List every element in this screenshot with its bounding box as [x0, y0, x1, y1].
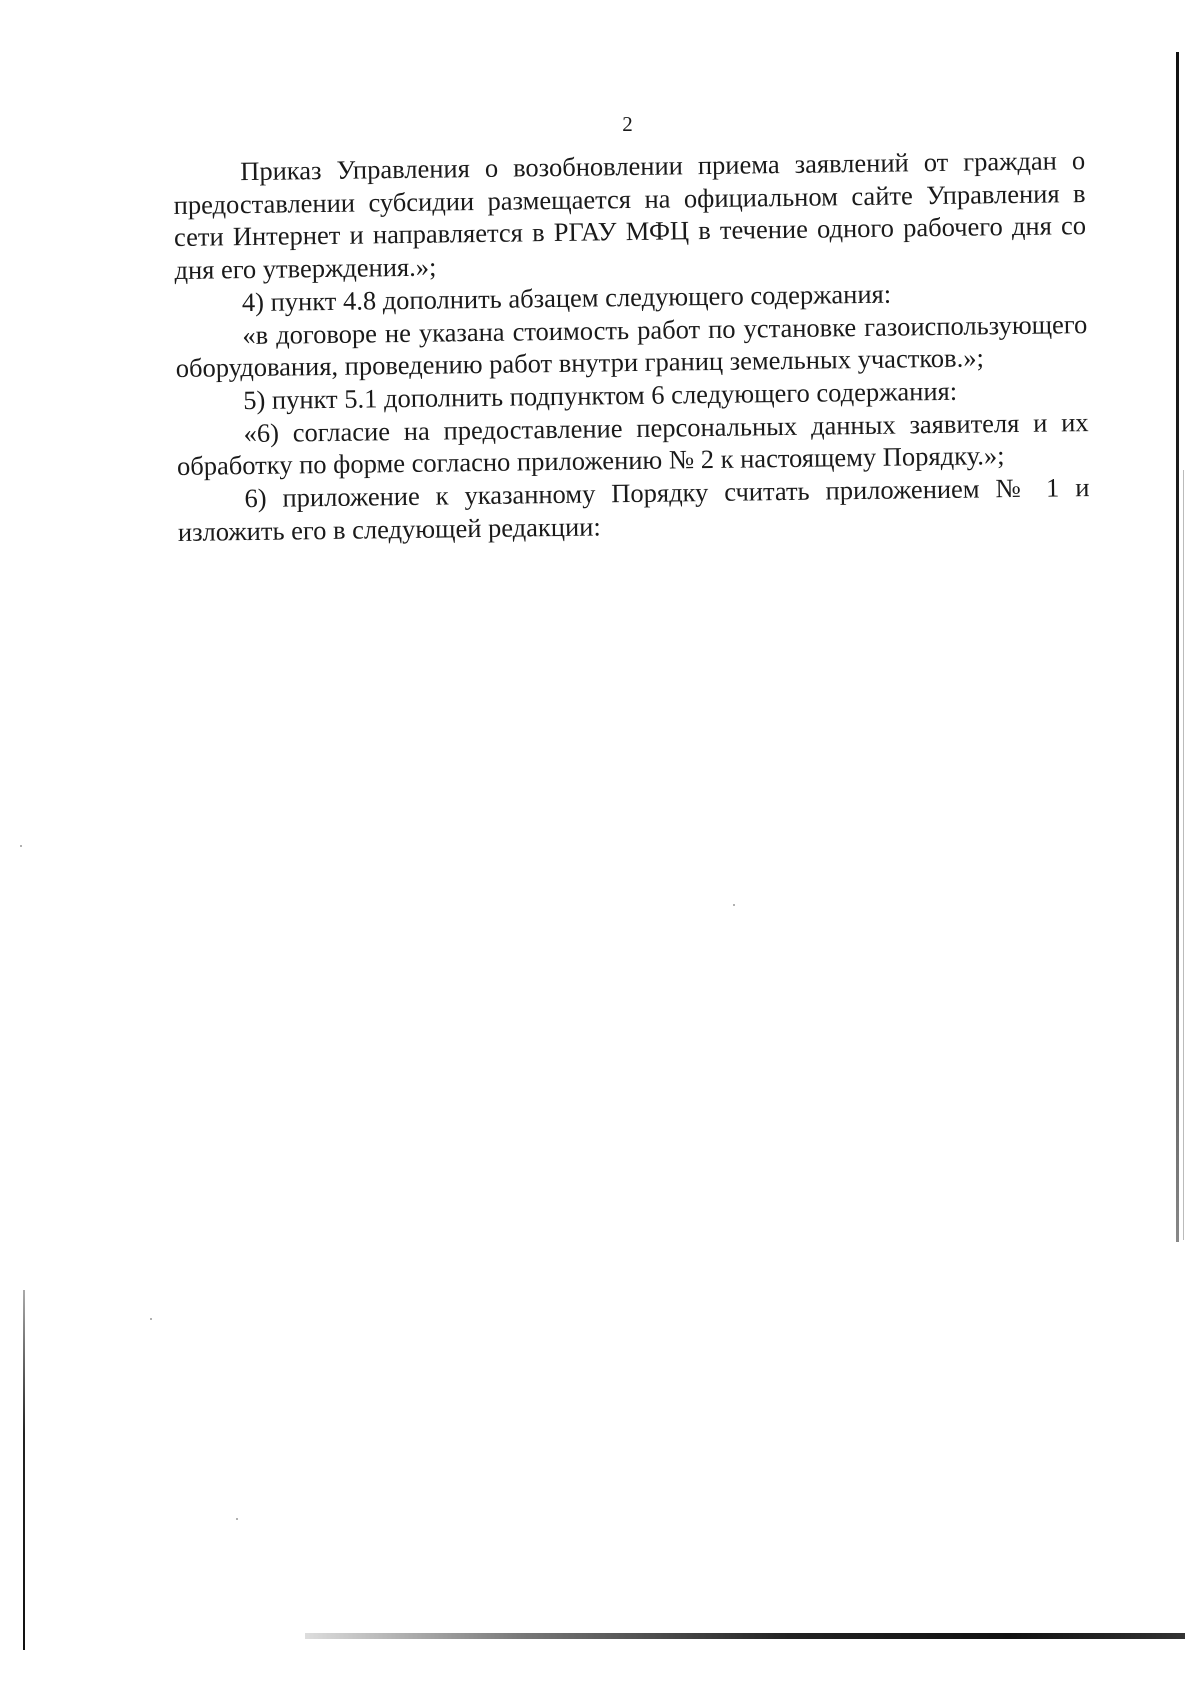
paragraph-item-6: 6) приложение к указанному Порядку считать приложением № 1 и изложить его в следующей редакции: — [177, 472, 1090, 547]
scan-speck — [733, 904, 735, 906]
paragraph-item-5: 5) пункт 5.1 дополнить подпунктом 6 следующего содержания: — [243, 375, 958, 416]
scan-speck — [20, 845, 22, 847]
page-number: 2 — [622, 112, 633, 136]
paragraph-item-4: 4) пункт 4.8 дополнить абзацем следующего содержания: — [241, 278, 892, 317]
scan-speck — [150, 1318, 152, 1320]
paragraph-item-5-quote: «6) согласие на предоставление персональных данных заявителя и их обработку по форме согласно приложению № 2 к настоящему Порядку.»; — [176, 406, 1089, 482]
scan-edge-bottom — [305, 1633, 1185, 1639]
paragraph-order-publication: Приказ Управления о возобновлении приема заявлений от граждан о предоставлении субсидии размещается на официальном сайте Управления в сети Интернет и направляется в РГАУ МФЦ в течение одного рабочего дня со дня его утверждения.»; — [173, 145, 1087, 286]
paragraph-item-4-quote: «в договоре не указана стоимость работ по установке газоиспользующего оборудования, проведению работ внутри границ земельных участков.»; — [175, 308, 1088, 384]
scan-speck — [236, 1518, 238, 1520]
document-body — [173, 144, 1090, 548]
scan-edge-right-faint — [1183, 470, 1184, 1240]
scan-edge-left — [23, 1290, 25, 1650]
scan-edge-right — [1176, 52, 1179, 1242]
